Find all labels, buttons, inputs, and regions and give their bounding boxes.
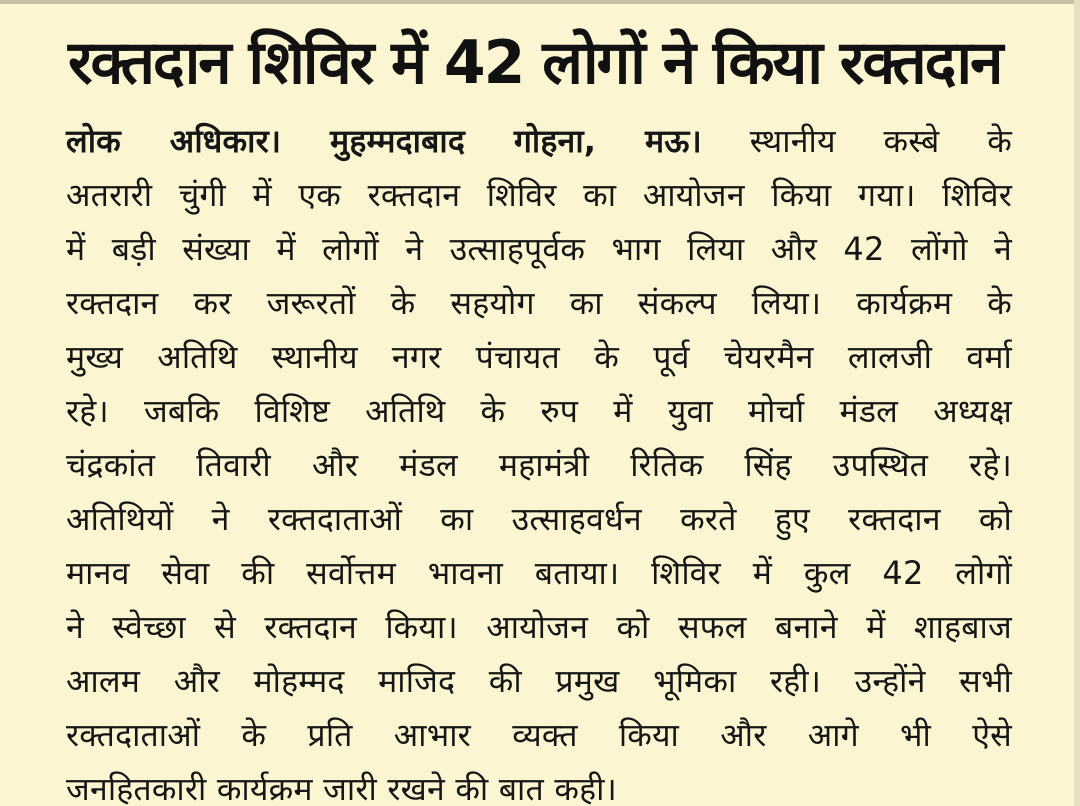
article-line: अतरारी चुंगी में एक रक्तदान शिविर का आयोजन किया गया। शिविर <box>66 176 1012 214</box>
article-line: आलम और मोहम्मद माजिद की प्रमुख भूमिका रही। उन्होंने सभी <box>66 662 1012 700</box>
headline: रक्तदान शिविर में 42 लोगों ने किया रक्तदान <box>68 28 1002 98</box>
article-line: चंद्रकांत तिवारी और मंडल महामंत्री रितिक सिंह उपस्थित रहे। <box>66 446 1012 484</box>
article-line: मुख्य अतिथि स्थानीय नगर पंचायत के पूर्व चेयरमैन लालजी वर्मा <box>66 338 1012 376</box>
article-line-text: स्थानीय कस्बे के <box>749 122 1012 160</box>
top-border <box>0 0 1080 4</box>
article-line: जनहितकारी कार्यक्रम जारी रखने की बात कही। <box>66 770 617 806</box>
article-line: में बड़ी संख्या में लोगों ने उत्साहपूर्वक भाग लिया और 42 लोंगो ने <box>66 230 1012 268</box>
article-line: रक्तदान कर जरूरतों के सहयोग का संकल्प लिया। कार्यक्रम के <box>66 284 1012 322</box>
article-line: ने स्वेच्छा से रक्तदान किया। आयोजन को सफल बनाने में शाहबाज <box>66 608 1012 646</box>
right-edge <box>1074 0 1080 806</box>
article-line: रहे। जबकि विशिष्ट अतिथि के रुप में युवा मोर्चा मंडल अध्यक्ष <box>66 392 1012 430</box>
article-body <box>66 114 1012 806</box>
article-line: मानव सेवा की सर्वोत्तम भावना बताया। शिविर में कुल 42 लोगों <box>66 554 1012 592</box>
dateline: लोक अधिकार। मुहम्मदाबाद गोहना, मऊ। <box>66 122 702 160</box>
article-line <box>66 114 1012 168</box>
article-line: रक्तदाताओं के प्रति आभार व्यक्त किया और आगे भी ऐसे <box>66 716 1012 754</box>
article-line: अतिथियों ने रक्तदाताओं का उत्साहवर्धन करते हुए रक्तदान को <box>66 500 1012 538</box>
